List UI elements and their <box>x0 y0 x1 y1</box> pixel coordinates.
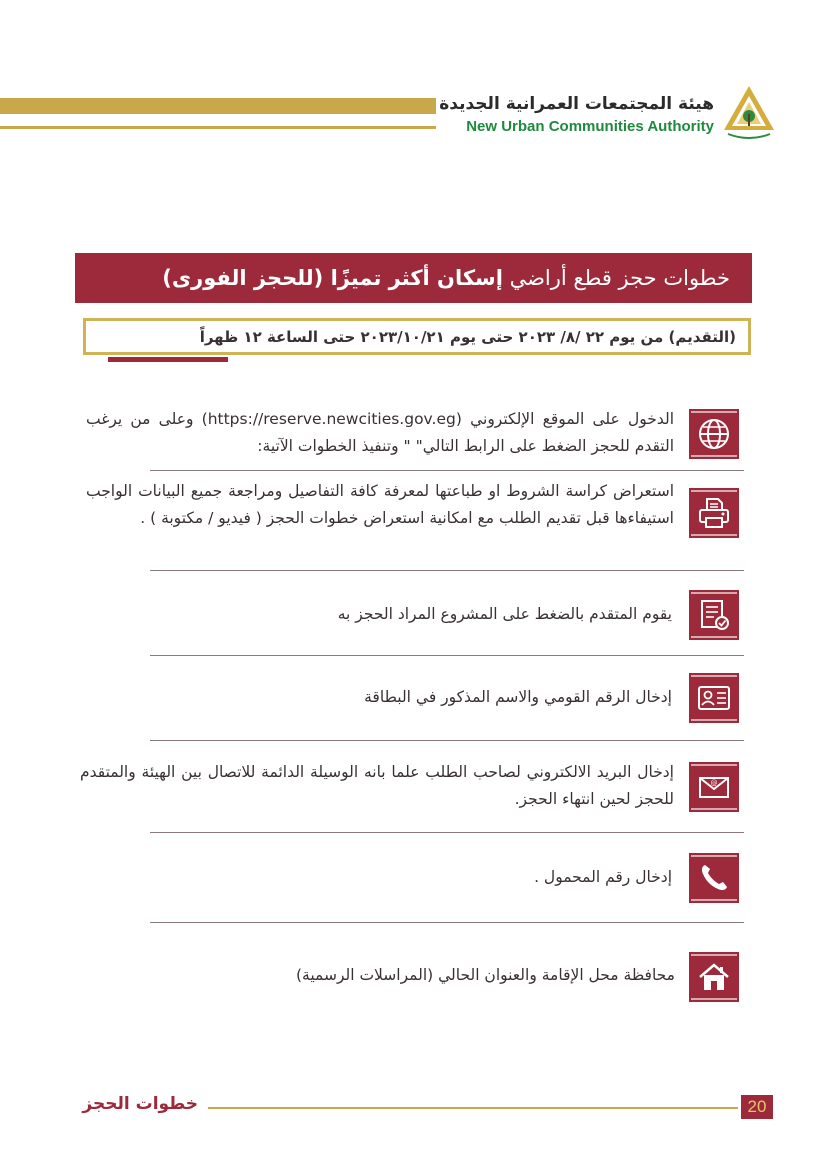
step-icon-box <box>687 851 741 905</box>
globe-icon <box>697 417 731 451</box>
step-icon-box <box>687 760 741 814</box>
step-text: استعراض كراسة الشروط او طباعتها لمعرفة كافة التفاصيل ومراجعة جميع البيانات الواجب استيفاءها قبل تقديم الطلب مع امكانية استعراض خطوات الحجز ( فيديو / مكتوبة ) . <box>86 482 674 527</box>
org-name-english: New Urban Communities Authority <box>466 118 714 135</box>
footer-gold-line <box>208 1107 738 1109</box>
step-text: محافظة محل الإقامة والعنوان الحالي (المراسلات الرسمية) <box>295 966 675 984</box>
title-text: خطوات حجز قطع أراضي <box>502 266 730 290</box>
header-gold-line <box>0 126 436 129</box>
step-divider <box>150 922 744 923</box>
step-icon-box <box>687 407 741 461</box>
step-text: إدخال الرقم القومي والاسم المذكور في البطاقة <box>364 688 672 706</box>
step-divider <box>150 570 744 571</box>
step-icon-box <box>687 588 741 642</box>
nuca-logo <box>722 84 776 142</box>
org-name-arabic: هيئة المجتمعات العمرانية الجديدة <box>439 94 714 114</box>
header-gold-bar <box>0 98 436 114</box>
id-card-icon <box>697 681 731 715</box>
step-icon-box <box>687 486 741 540</box>
step-divider <box>150 655 744 656</box>
date-range-text: (التقديم) من يوم ٢٢ /٨/ ٢٠٢٣ حتى يوم ٢٠٢٣/١٠/٢١ حتى الساعة ١٢ ظهراً <box>199 327 736 346</box>
step-text: إدخال رقم المحمول . <box>534 868 672 886</box>
printer-icon <box>697 496 731 530</box>
step-icon-box <box>687 671 741 725</box>
page-title <box>162 253 730 303</box>
title-bold-text: إسكان أكثر تميزًا (للحجز الفورى) <box>162 266 503 290</box>
step-divider <box>150 470 744 471</box>
home-icon <box>697 960 731 994</box>
svg-text:@: @ <box>710 779 718 787</box>
step-icon-box <box>687 950 741 1004</box>
date-accent-bar <box>108 357 228 362</box>
step-divider <box>150 832 744 833</box>
header-titles <box>414 93 714 137</box>
logo-icon <box>722 84 776 142</box>
page-number: 20 <box>741 1095 773 1119</box>
step-divider <box>150 740 744 741</box>
checklist-icon <box>697 598 731 632</box>
step-text: الدخول على الموقع الإلكتروني (https://reserve.newcities.gov.eg) وعلى من يرغب التقدم للحجز الضغط على الرابط التالي" " وتنفيذ الخطوات الآتية: <box>86 410 674 455</box>
phone-icon <box>697 861 731 895</box>
step-text: يقوم المتقدم بالضغط على المشروع المراد الحجز به <box>337 605 672 623</box>
step-text: إدخال البريد الالكتروني لصاحب الطلب علما بانه الوسيلة الدائمة للاتصال بين الهيئة والمتقدم للحجز لحين انتهاء الحجز. <box>80 763 674 808</box>
date-range-box <box>83 318 751 355</box>
email-icon <box>697 770 731 804</box>
footer-section-title: خطوات الحجز <box>82 1094 198 1114</box>
page-title-band <box>75 253 752 303</box>
